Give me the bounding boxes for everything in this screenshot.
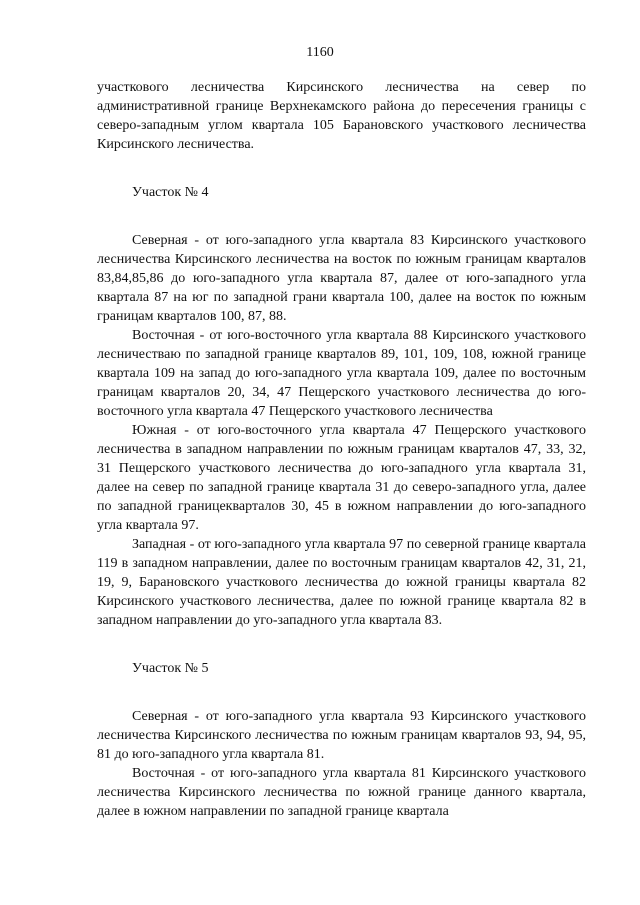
- document-body: [97, 78, 586, 821]
- section-heading-plot-4: Участок № 4: [132, 185, 209, 200]
- page-number: 1160: [306, 45, 334, 60]
- continuation-paragraph: участкового лесничества Кирсинского лесничества на север по административной границе Верхнекамского района до пересечения границы с северо-западным углом квартала 105 Барановского участкового лесничества Кирсинского лесничества.: [97, 80, 586, 152]
- plot-5-north-boundary: Северная - от юго-западного угла квартала 93 Кирсинского участкового лесничества Кирсинского лесничества по южным границам кварталов 93, 94, 95, 81 до юго-западного угла квартала 81.: [97, 709, 586, 762]
- plot-4-north-boundary: Северная - от юго-западного угла квартала 83 Кирсинского участкового лесничества Кирсинского лесничества на восток по южным границам кварталов 83,84,85,86 до юго-западного угла квартала 87, далее от юго-западного угла квартала 87 на юг по западной грани квартала 100, далее на восток по южным границам кварталов 100, 87, 88.: [97, 233, 586, 324]
- plot-4-south-boundary: Южная - от юго-восточного угла квартала 47 Пещерского участкового лесничества в западном направлении по южным границам кварталов 47, 33, 32, 31 Пещерского участкового лесничества до юго-западного угла квартала 31, далее на север по западной границе квартала 31 до северо-западного угла, далее по западной границекварталов 30, 45 в южном направлении до юго-западного угла квартала 97.: [97, 423, 586, 533]
- section-plot-4: [97, 231, 586, 630]
- section-plot-5: [97, 707, 586, 821]
- section-heading-plot-5: Участок № 5: [132, 661, 209, 676]
- plot-5-east-boundary: Восточная - от юго-западного угла квартала 81 Кирсинского участкового лесничества Кирсинского лесничества по южной границе данного квартала, далее в южном направлении по западной границе квартала: [97, 766, 586, 819]
- plot-4-west-boundary: Западная - от юго-западного угла квартала 97 по северной границе квартала 119 в западном направлении, далее по восточным границам кварталов 42, 31, 21, 19, 9, Барановского участкового лесничества до южной границы квартала 82 Кирсинского участкового лесничества, далее по южной границе квартала 82 в западном направлении до уго-западного угла квартала 83.: [97, 537, 586, 628]
- plot-4-east-boundary: Восточная - от юго-восточного угла квартала 88 Кирсинского участкового лесничестваю по западной границе кварталов 89, 101, 109, 108, южной границе квартала 109 на запад до юго-западного угла квартала 109, далее по восточным границам кварталов 20, 34, 47 Пещерского участкового лесничества до юго-восточного угла квартала 47 Пещерского участкового лесничества: [97, 328, 586, 419]
